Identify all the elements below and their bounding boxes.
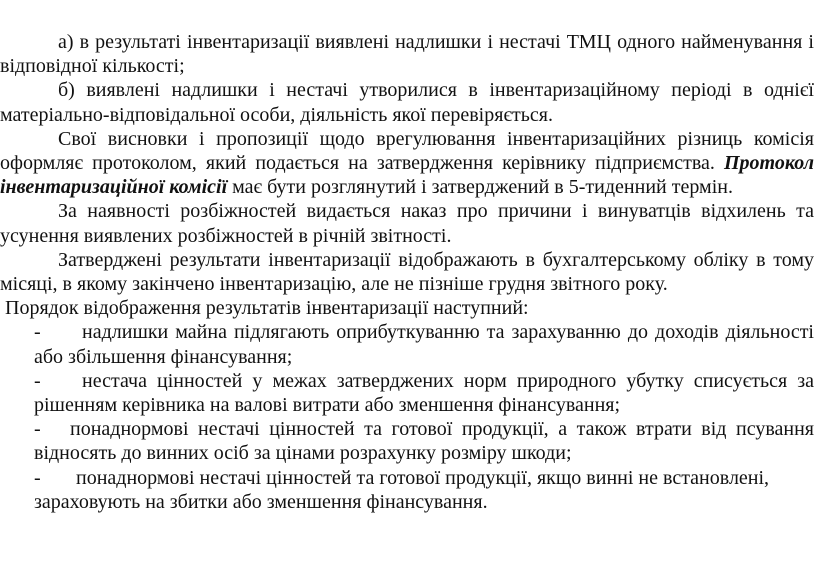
list-item-text: понаднормові нестачі цінностей та готової продукції, а також втрати від псування відносять до винних осіб за цінами розрахунку розміру шкоди;	[34, 418, 814, 465]
dash-marker: -	[34, 369, 41, 392]
dash-marker: -	[34, 321, 41, 344]
paragraph-conclusions	[0, 127, 814, 200]
list-item-text: надлишки майна підлягають оприбуткуванню та зарахуванню до доходів діяльності або збільшення фінансування;	[34, 321, 814, 368]
dash-marker: -	[34, 418, 41, 441]
list-item-text: понаднормові нестачі цінностей та готової продукції, якщо винні не встановлені, зараховують на збитки або зменшення фінансування.	[34, 466, 770, 513]
paragraph-b: б) виявлені надлишки і нестачі утворилися в інвентаризаційному періоді в однієї матеріально-відповідальної особи, діяльність якої перевіряється.	[0, 79, 814, 126]
protocol-term: Протокол інвентаризаційної комісії	[0, 152, 814, 199]
list-item	[0, 369, 814, 417]
conclusions-text: Свої висновки і пропозиції щодо врегулювання інвентаризаційних різниць комісія оформляє протоколом, який подається на затвердження керівнику підприємства.	[0, 127, 814, 175]
paragraph-procedure: Порядок відображення результатів інвентаризації наступний:	[5, 297, 529, 320]
list-item	[0, 320, 814, 368]
paragraph-a: а) в результаті інвентаризації виявлені надлишки і нестачі ТМЦ одного найменування і відповідної кількості;	[0, 31, 814, 78]
paragraph-order: За наявності розбіжностей видається наказ про причини і винуватців відхилень та усунення виявлених розбіжностей в річній звітності.	[0, 200, 814, 247]
paragraph-approved: Затверджені результати інвентаризації відображають в бухгалтерському обліку в тому місяці, в якому закінчено інвентаризацію, але не пізніше грудня звітного року.	[0, 248, 814, 296]
list-item-text: нестача цінностей у межах затверджених норм природного убутку списується за рішенням керівника на валові витрати або зменшення фінансування;	[34, 369, 814, 417]
document-page	[0, 30, 814, 514]
list-item	[0, 466, 814, 514]
conclusions-text-end: має бути розглянутий і затверджений в 5-тиденний термін.	[232, 176, 733, 199]
dash-marker: -	[34, 466, 41, 489]
list-item	[0, 417, 814, 465]
